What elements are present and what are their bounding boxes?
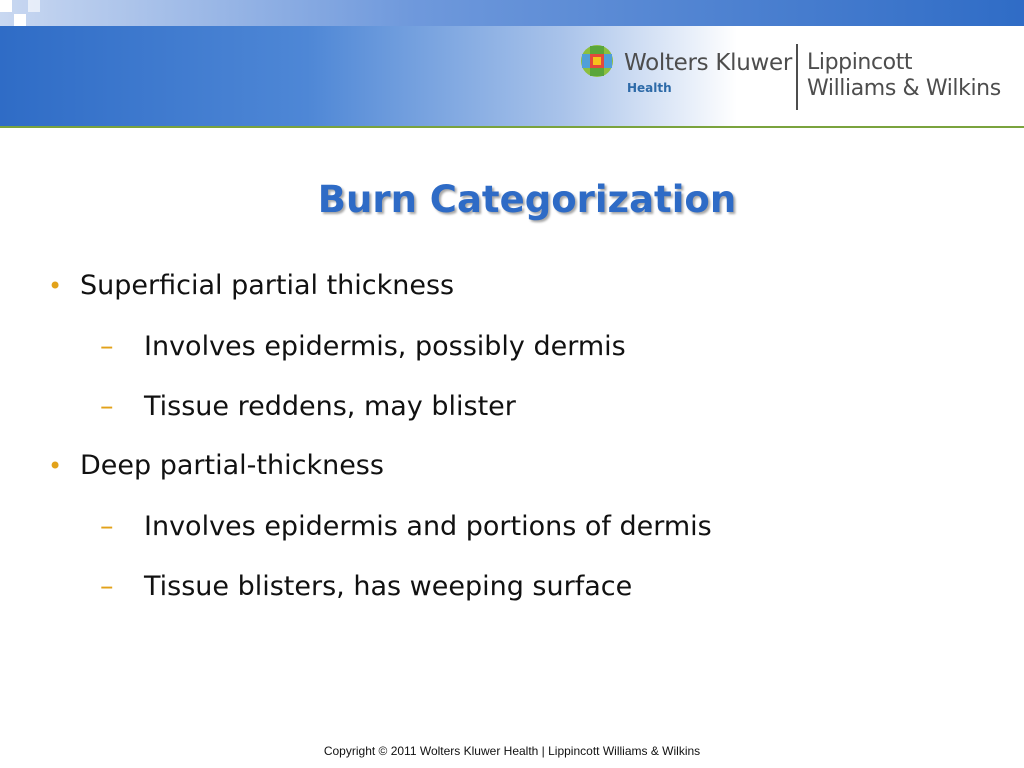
header-top-stripe [0, 0, 1024, 26]
bullet-item-level-1 [48, 270, 454, 301]
bullet-item-level-2 [100, 331, 626, 362]
corner-square [28, 0, 40, 12]
bullet-text: Deep partial-thickness [80, 450, 384, 481]
copyright-footer: Copyright © 2011 Wolters Kluwer Health | Lippincott Williams & Wilkins [323, 744, 701, 758]
bullet-dash-icon: – [100, 331, 114, 362]
logo-divider [796, 44, 798, 110]
bullet-text: Involves epidermis, possibly dermis [144, 331, 626, 362]
corner-square [14, 14, 26, 26]
publisher-logo [580, 44, 1020, 114]
slide-title: Burn Categorization [317, 178, 737, 221]
bullet-dash-icon: – [100, 571, 114, 602]
bullet-item-level-2 [100, 511, 712, 542]
bullet-text: Tissue blisters, has weeping surface [144, 571, 633, 602]
publisher-line-1: Lippincott [807, 50, 913, 75]
bullet-dash-icon: – [100, 391, 114, 422]
wolters-kluwer-globe-icon [580, 44, 614, 78]
bullet-item-level-2 [100, 391, 516, 422]
brand-division: Health [627, 81, 672, 95]
bullet-dot-icon: • [48, 272, 63, 300]
publisher-line-2: Williams & Wilkins [807, 76, 1001, 101]
bullet-item-level-1 [48, 450, 384, 481]
header-divider-rule [0, 126, 1024, 128]
bullet-text: Involves epidermis and portions of dermis [144, 511, 712, 542]
bullet-dash-icon: – [100, 511, 114, 542]
corner-squares-decoration [0, 0, 40, 26]
corner-square [0, 0, 12, 12]
bullet-text: Superficial partial thickness [80, 270, 455, 301]
publisher-name [807, 50, 1001, 102]
bullet-dot-icon: • [48, 452, 63, 480]
brand-name: Wolters Kluwer [624, 50, 793, 76]
bullet-item-level-2 [100, 571, 632, 602]
bullet-text: Tissue reddens, may blister [144, 391, 516, 422]
